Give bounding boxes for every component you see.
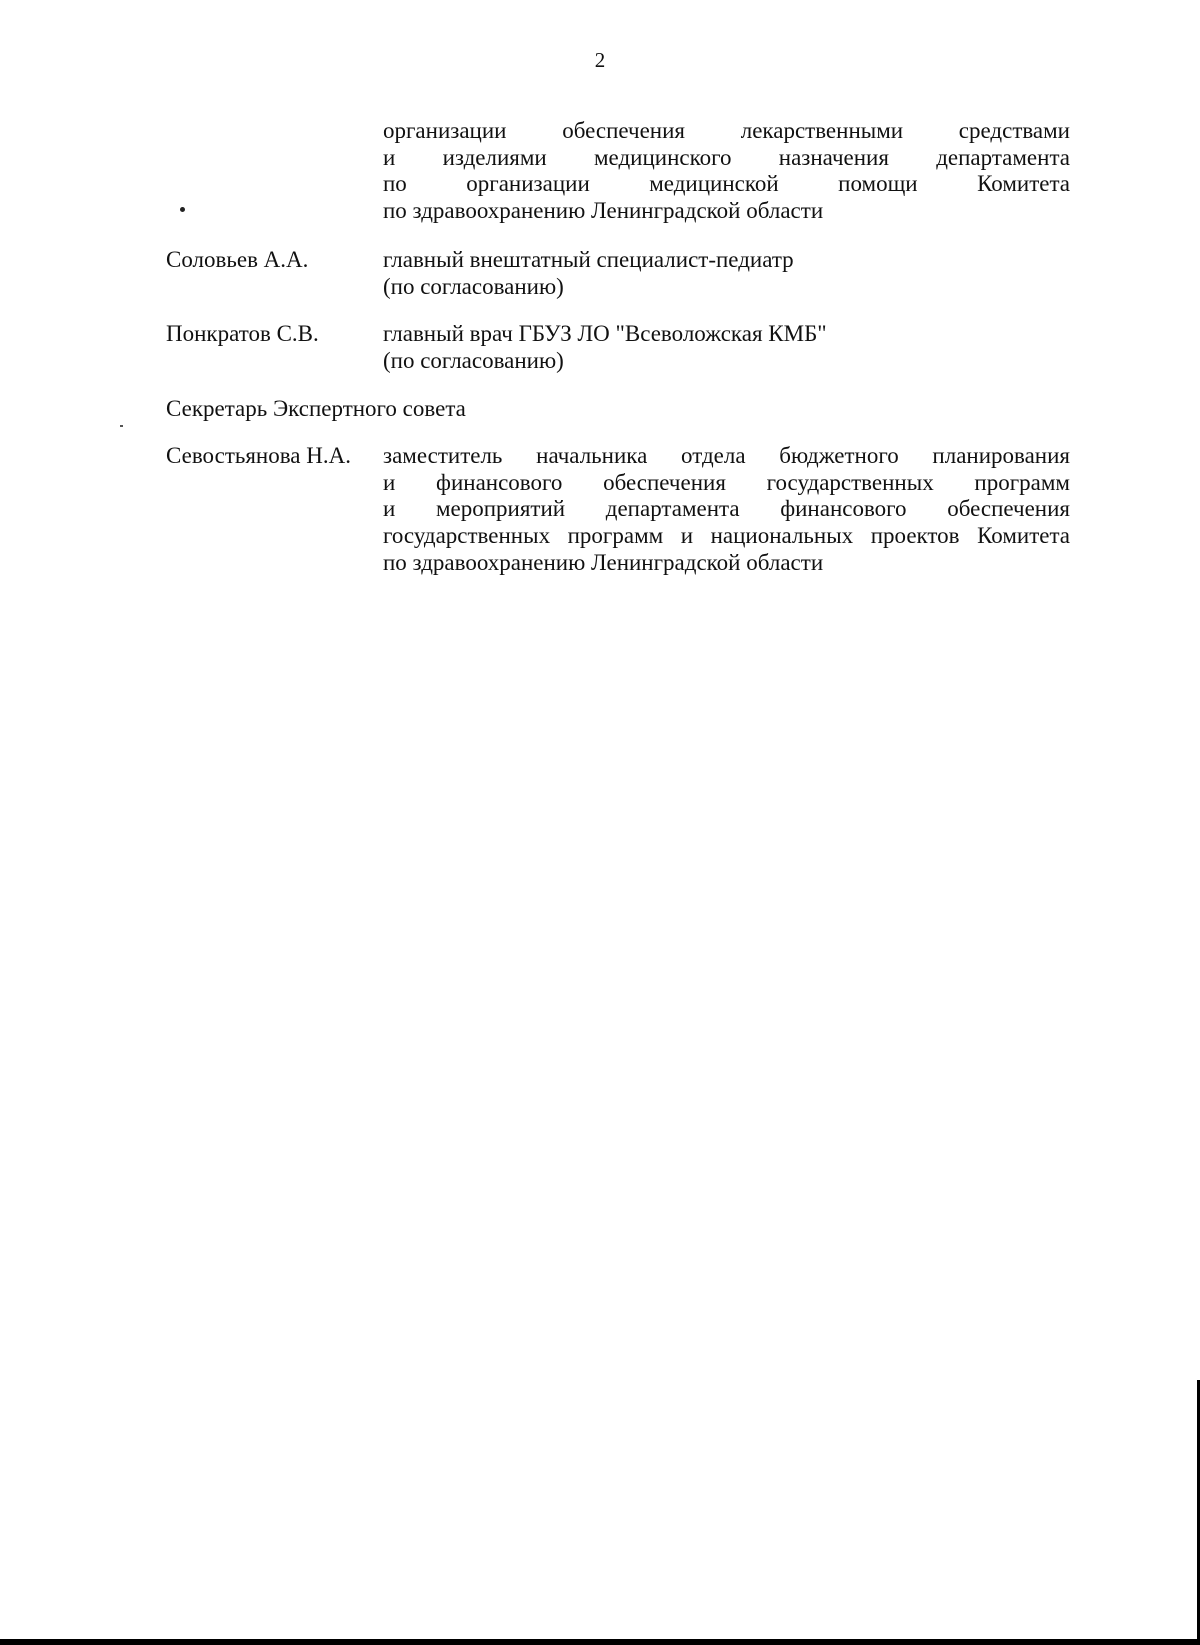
- member-name: Соловьев А.А.: [166, 247, 309, 272]
- scan-tick-mark: [120, 425, 123, 427]
- desc-line: и финансового обеспечения государственных программ: [383, 469, 1070, 495]
- desc-line: главный внештатный специалист-педиатр: [383, 247, 794, 272]
- desc-line: и изделиями медицинского назначения департамента: [383, 144, 1070, 170]
- entry-description: [383, 118, 1070, 225]
- entry-description: [383, 443, 1070, 577]
- desc-line: и мероприятий департамента финансового обеспечения: [383, 496, 1070, 522]
- desc-line: главный врач ГБУЗ ЛО "Всеволожская КМБ": [383, 321, 827, 346]
- scan-edge-bottom: [0, 1639, 1200, 1645]
- desc-line: государственных программ и национальных проектов Комитета: [383, 523, 1070, 549]
- entry-description: [383, 321, 1070, 374]
- member-name: Понкратов С.В.: [166, 321, 319, 346]
- secretary-heading: Секретарь Экспертного совета: [166, 396, 466, 421]
- scan-dot-mark: [180, 207, 185, 212]
- member-name: Севостьянова Н.А.: [166, 443, 351, 468]
- desc-line: по здравоохранению Ленинградской области: [383, 549, 824, 575]
- desc-line: (по согласованию): [383, 273, 564, 299]
- desc-line: по организации медицинской помощи Комитета: [383, 171, 1070, 197]
- page-number: 2: [594, 48, 606, 72]
- desc-line: организации обеспечения лекарственными средствами: [383, 118, 1070, 143]
- desc-line: по здравоохранению Ленинградской области: [383, 198, 824, 224]
- desc-line: заместитель начальника отдела бюджетного планирования: [383, 443, 1070, 468]
- entry-description: [383, 247, 1070, 300]
- desc-line: (по согласованию): [383, 347, 564, 373]
